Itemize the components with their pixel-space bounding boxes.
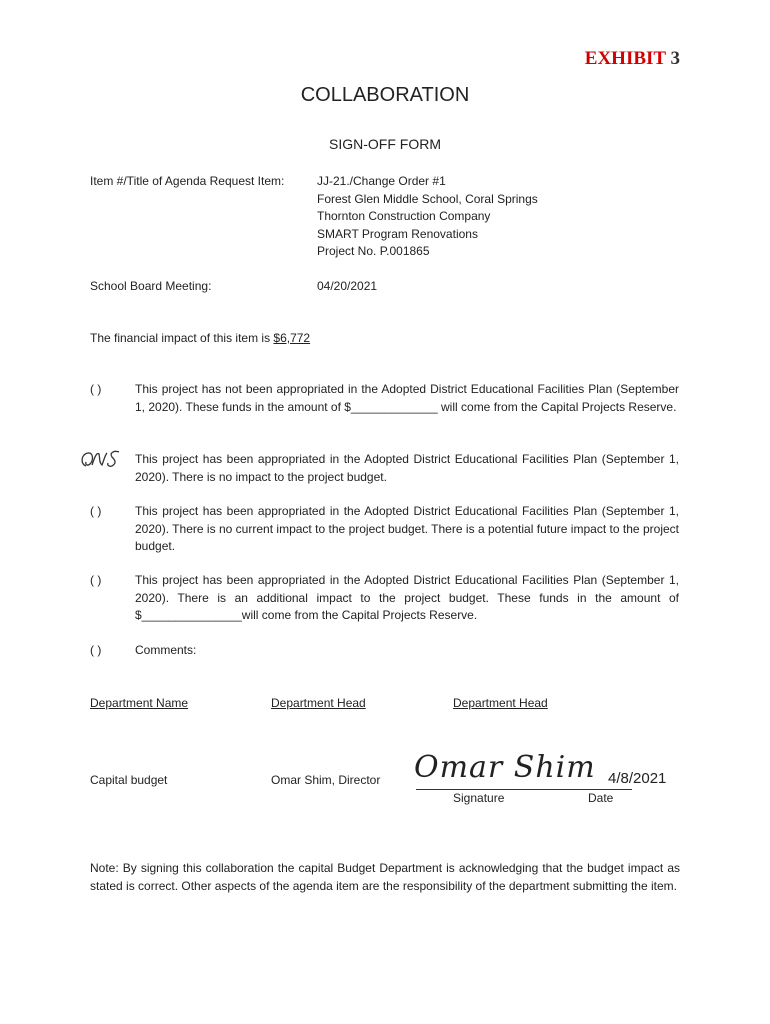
header-department-head-2: Department Head <box>453 696 548 710</box>
initials-signature-icon <box>78 446 122 472</box>
option-checkbox: ( ) <box>90 504 102 518</box>
initials-mark <box>78 446 122 478</box>
option-checkbox: ( ) <box>90 643 102 657</box>
signature-label: Signature <box>453 791 505 805</box>
meeting-date: 04/20/2021 <box>317 279 378 293</box>
item-line: Thornton Construction Company <box>317 209 491 223</box>
item-label: Item #/Title of Agenda Request Item: <box>90 174 285 188</box>
item-line: SMART Program Renovations <box>317 226 478 241</box>
meeting-label: School Board Meeting: <box>90 279 212 293</box>
page-title: COLLABORATION <box>300 84 470 106</box>
item-line: Project No. P.001865 <box>317 244 430 258</box>
department-value: Capital budget <box>90 773 168 787</box>
financial-amount: $6,772 <box>273 331 311 345</box>
form-subtitle: SIGN-OFF FORM <box>329 136 441 152</box>
item-line: Forest Glen Middle School, Coral Springs <box>317 191 538 206</box>
comments-label: Comments: <box>135 643 197 657</box>
department-head-value: Omar Shim, Director <box>271 773 381 787</box>
handwritten-signature: Omar Shim <box>414 750 596 785</box>
date-label: Date <box>588 791 614 805</box>
item-line: JJ-21./Change Order #1 <box>317 174 446 188</box>
option-checkbox: ( ) <box>90 573 102 587</box>
header-department-name: Department Name <box>90 696 189 710</box>
footer-note: Note: By signing this collaboration the capital Budget Department is acknowledging that the budget impact as stated is correct. Other aspects of the agenda item are the responsibility of the department submitting the item. <box>90 861 680 893</box>
option-checkbox: ( ) <box>90 382 102 396</box>
option-text: This project has been appropriated in the Adopted District Educational Facilities Plan (September 1, 2020). There is an additional impact to the project budget. These funds in the amount of $_______________will come from the Capital Projects Reserve. <box>135 573 679 622</box>
signature-date: 4/8/2021 <box>608 770 667 787</box>
option-text: This project has not been appropriated in the Adopted District Educational Facilities Plan (September 1, 2020). These funds in the amount of $_____________ will come from the Capital Projects Reserve. <box>135 382 679 414</box>
financial-impact: The financial impact of this item is $6,772 <box>90 331 311 345</box>
option-text: This project has been appropriated in the Adopted District Educational Facilities Plan (September 1, 2020). There is no impact to the project budget. <box>135 452 679 484</box>
header-department-head: Department Head <box>271 696 366 710</box>
exhibit-label: EXHIBIT 3 <box>584 48 680 69</box>
option-text: This project has been appropriated in the Adopted District Educational Facilities Plan (September 1, 2020). There is no current impact to the project budget. There is a potential future impact to the project budget. <box>135 504 679 553</box>
